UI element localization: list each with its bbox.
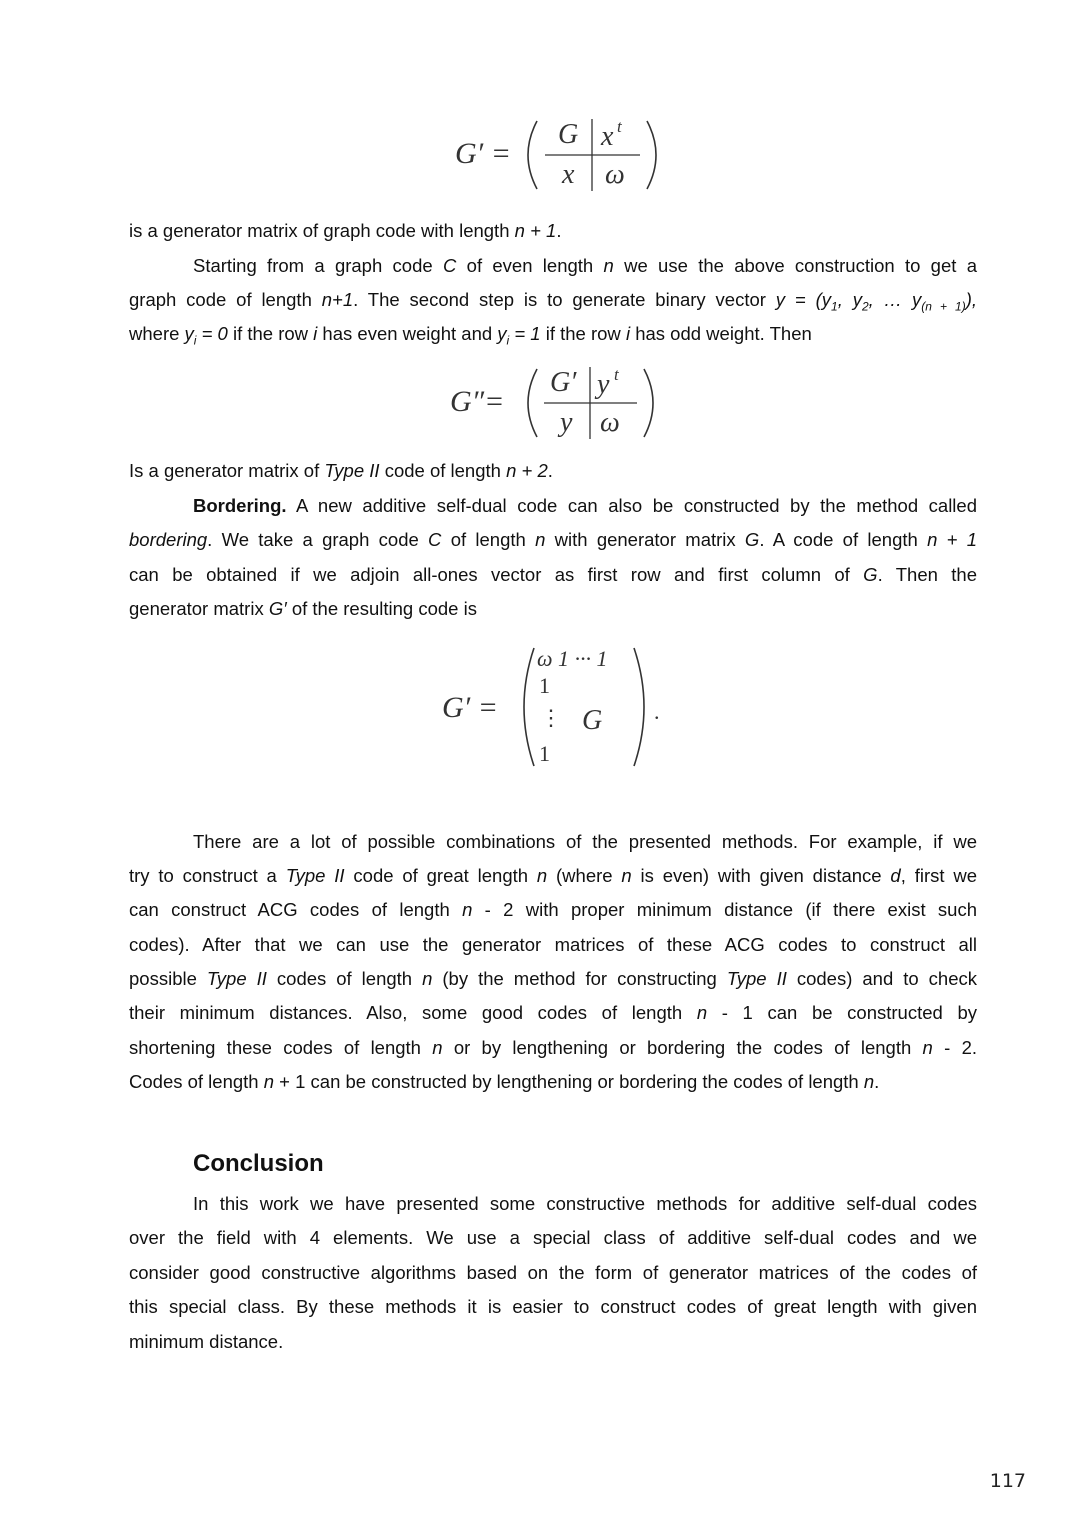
para4-line1: Bordering. A new additive self-dual code can also be constructed by the method called: [193, 495, 977, 516]
eq2-top-right-sup: t: [614, 365, 619, 384]
conclusion-line2: over the field with 4 elements. We use a special class of additive self-dual codes and we: [129, 1227, 977, 1248]
para5-line5: possible Type II codes of length n (by the method for constructing Type II codes) and to check: [129, 968, 977, 989]
conclusion-heading: Conclusion: [193, 1150, 324, 1177]
para5-line4: codes). After that we can use the generator matrices of these ACG codes to construct all: [129, 934, 977, 955]
para4-line4: generator matrix G′ of the resulting code is: [129, 598, 477, 619]
eq2-bottom-left: y: [560, 407, 573, 438]
eq2-top-left: G′: [550, 367, 577, 398]
para5-line8: Codes of length n + 1 can be constructed by lengthening or bordering the codes of length n.: [129, 1071, 880, 1092]
eq3-trailing-period: .: [654, 699, 660, 724]
eq1-top-left: G: [558, 119, 579, 150]
eq3-vdots: ⋮: [540, 705, 562, 730]
eq3-top-row: ω 1 ··· 1: [537, 646, 608, 671]
eq1-bottom-right: ω: [605, 159, 625, 190]
para2-line1: Starting from a graph code C of even length n we use the above construction to get a: [193, 255, 977, 276]
para1-line1: is a generator matrix of graph code with length n + 1.: [129, 220, 562, 241]
eq1-lhs: G′ =: [455, 137, 511, 170]
equation-2: [450, 363, 665, 443]
eq1-bottom-left: x: [562, 159, 575, 190]
eq3-center-g: G: [582, 705, 603, 736]
para2-line2: graph code of length n+1. The second step is to generate binary vector $y = (y_1$, $y_2$, … $y_{(n + 1)}$),: [129, 289, 978, 314]
eq3-col-first: 1: [539, 673, 550, 698]
page-number: 117: [989, 1470, 1026, 1492]
para5-line2: try to construct a Type II code of great length n (where n is even) with given distance d, first we: [129, 865, 977, 886]
para5-line7: shortening these codes of length n or by lengthening or bordering the codes of length n - 2.: [129, 1037, 977, 1058]
equation-1: [455, 115, 665, 195]
para5-line6: their minimum distances. Also, some good codes of length n - 1 can be constructed by: [129, 1002, 977, 1023]
eq2-bottom-right: ω: [600, 407, 620, 438]
eq2-top-right: y: [597, 369, 610, 400]
conclusion-line3: consider good constructive algorithms based on the form of generator matrices of the codes of: [129, 1262, 977, 1283]
conclusion-line5: minimum distance.: [129, 1331, 284, 1352]
eq1-top-right-sup: t: [617, 117, 622, 136]
eq3-lhs: G′ =: [442, 691, 498, 724]
para5-line1: There are a lot of possible combinations of the presented methods. For example, if we: [193, 831, 977, 852]
conclusion-line1: In this work we have presented some constructive methods for additive self-dual codes: [193, 1193, 977, 1214]
conclusion-line4: this special class. By these methods it is easier to construct codes of great length with given: [129, 1296, 977, 1317]
equation-3: [442, 645, 672, 770]
eq3-col-last: 1: [539, 741, 550, 766]
para3-line1: Is a generator matrix of Type II code of length n + 2.: [129, 460, 553, 481]
eq1-top-right: x: [601, 121, 614, 152]
para4-line3: can be obtained if we adjoin all-ones vector as first row and first column of G. Then the: [129, 564, 977, 585]
eq2-lhs: G″=: [450, 385, 505, 418]
para5-line3: can construct ACG codes of length n - 2 with proper minimum distance (if there exist such: [129, 899, 977, 920]
para4-line2: bordering. We take a graph code C of length n with generator matrix G. A code of length n + 1: [129, 529, 977, 550]
para2-line3: where $y_i = 0$ if the row i has even weight and $y_i = 1$ if the row i has odd weight. Then: [129, 323, 812, 348]
